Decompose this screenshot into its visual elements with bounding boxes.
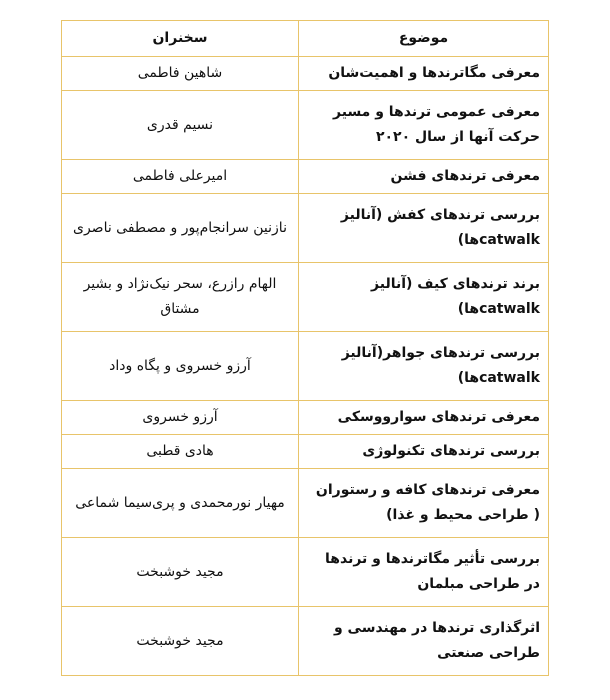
table-header-row [62,21,549,57]
speaker-cell: امیرعلی فاطمی [62,160,299,194]
topic-cell: معرفی ترندهای کافه و رستوران ( طراحی محیط و غذا) [299,469,549,538]
topic-cell: معرفی مگاترندها و اهمیت‌شان [299,57,549,91]
table-row [62,607,549,676]
topic-cell: بررسی ترندهای تکنولوژی [299,435,549,469]
speaker-cell: مجید خوشبخت [62,607,299,676]
topics-table [61,20,549,676]
table-row [62,57,549,91]
table-row [62,435,549,469]
speaker-cell: مجید خوشبخت [62,538,299,607]
topic-cell: اثرگذاری ترندها در مهندسی و طراحی صنعتی [299,607,549,676]
table-row [62,263,549,332]
topic-cell: معرفی عمومی ترندها و مسیر حرکت آنها از سال ۲۰۲۰ [299,91,549,160]
table-row [62,194,549,263]
topic-cell: بررسی ترندهای کفش (آنالیز catwalkها) [299,194,549,263]
speaker-cell: مهیار نورمحمدی و پری‌سیما شماعی [62,469,299,538]
table-row [62,91,549,160]
speaker-cell: آرزو خسروی [62,401,299,435]
speaker-cell: نازنین سرانجام‌پور و مصطفی ناصری [62,194,299,263]
topic-cell: معرفی ترندهای سوارووسکی [299,401,549,435]
table-row [62,160,549,194]
topic-cell: معرفی ترندهای فشن [299,160,549,194]
topic-cell: برند ترندهای کیف (آنالیز catwalkها) [299,263,549,332]
table-row [62,401,549,435]
speaker-cell: شاهین فاطمی [62,57,299,91]
speaker-cell: نسیم قدری [62,91,299,160]
document-page [61,20,549,676]
table-row [62,469,549,538]
table-row [62,538,549,607]
speaker-cell: آرزو خسروی و پگاه وداد [62,332,299,401]
speaker-cell: الهام رازرع، سحر نیک‌نژاد و بشیر مشتاق [62,263,299,332]
topic-cell: بررسی تأثیر مگاترندها و ترندها در طراحی مبلمان [299,538,549,607]
speaker-cell: هادی قطبی [62,435,299,469]
column-header-speaker: سخنران [62,21,299,57]
table-row [62,332,549,401]
column-header-topic: موضوع [299,21,549,57]
topic-cell: بررسی ترندهای جواهر(آنالیز catwalkها) [299,332,549,401]
